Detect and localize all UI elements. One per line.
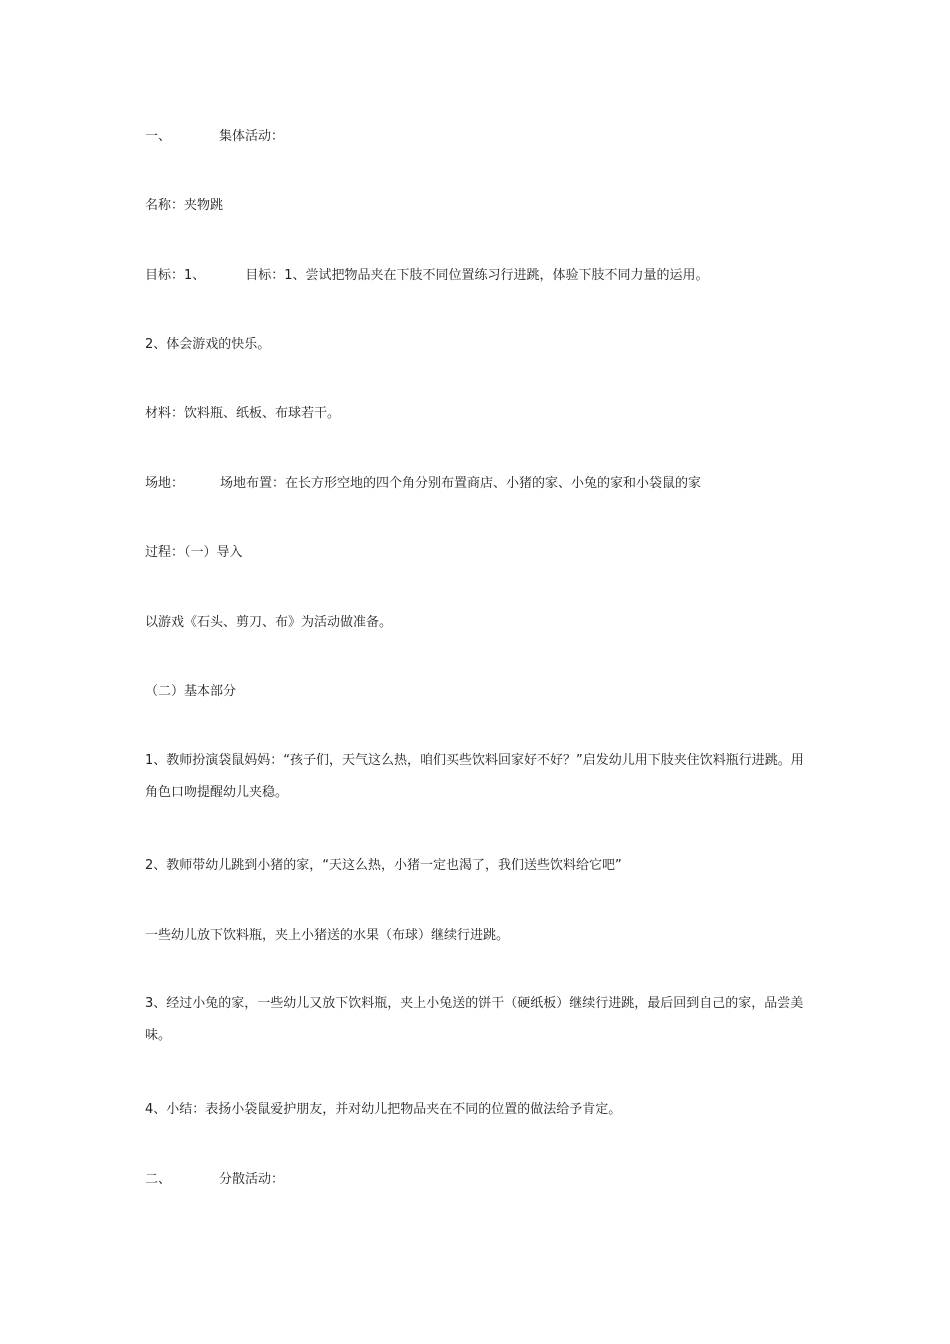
step-3-paragraph: 3、经过小兔的家，一些幼儿又放下饮料瓶，夹上小兔送的饼干（硬纸板）继续行进跳，最后回到自己的家，品尝美味。 <box>145 996 804 1043</box>
venue-label: 场地： <box>145 476 185 491</box>
goal-label: 目标：1、 <box>145 268 206 283</box>
section-2-heading <box>145 1164 815 1196</box>
venue-line <box>145 468 815 500</box>
section-2-number: 二、 <box>145 1172 172 1187</box>
basic-part-heading: （二）基本部分 <box>145 684 237 699</box>
section-1-heading <box>145 121 815 153</box>
intro-paragraph: 以游戏《石头、剪刀、布》为活动做准备。 <box>145 615 393 630</box>
section-1-title: 集体活动： <box>219 129 285 144</box>
activity-name: 名称：夹物跳 <box>145 198 224 213</box>
step-4-paragraph: 4、小结：表扬小袋鼠爱护朋友，并对幼儿把物品夹在不同的位置的做法给予肯定。 <box>145 1102 622 1117</box>
process-heading: 过程：（一）导入 <box>145 545 243 560</box>
goal-2: 2、体会游戏的快乐。 <box>145 337 271 352</box>
step-2b-paragraph: 一些幼儿放下饮料瓶，夹上小猪送的水果（布球）继续行进跳。 <box>145 928 510 943</box>
section-1-number: 一、 <box>145 129 172 144</box>
section-2-title: 分散活动： <box>219 1172 285 1187</box>
step-1-paragraph: 1、教师扮演袋鼠妈妈：“孩子们，天气这么热，咱们买些饮料回家好不好？”启发幼儿用下肢夹住饮料瓶行进跳。用角色口吻提醒幼儿夹稳。 <box>145 753 804 800</box>
venue-text: 场地布置：在长方形空地的四个角分别布置商店、小猪的家、小兔的家和小袋鼠的家 <box>220 476 702 491</box>
goal-line <box>145 260 815 292</box>
materials: 材料：饮料瓶、纸板、布球若干。 <box>145 406 341 421</box>
step-2-paragraph: 2、教师带幼儿跳到小猪的家，“天这么热，小猪一定也渴了，我们送些饮料给它吧” <box>145 858 622 873</box>
goal-text: 目标：1、尝试把物品夹在下肢不同位置练习行进跳，体验下肢不同力量的运用。 <box>245 268 709 283</box>
